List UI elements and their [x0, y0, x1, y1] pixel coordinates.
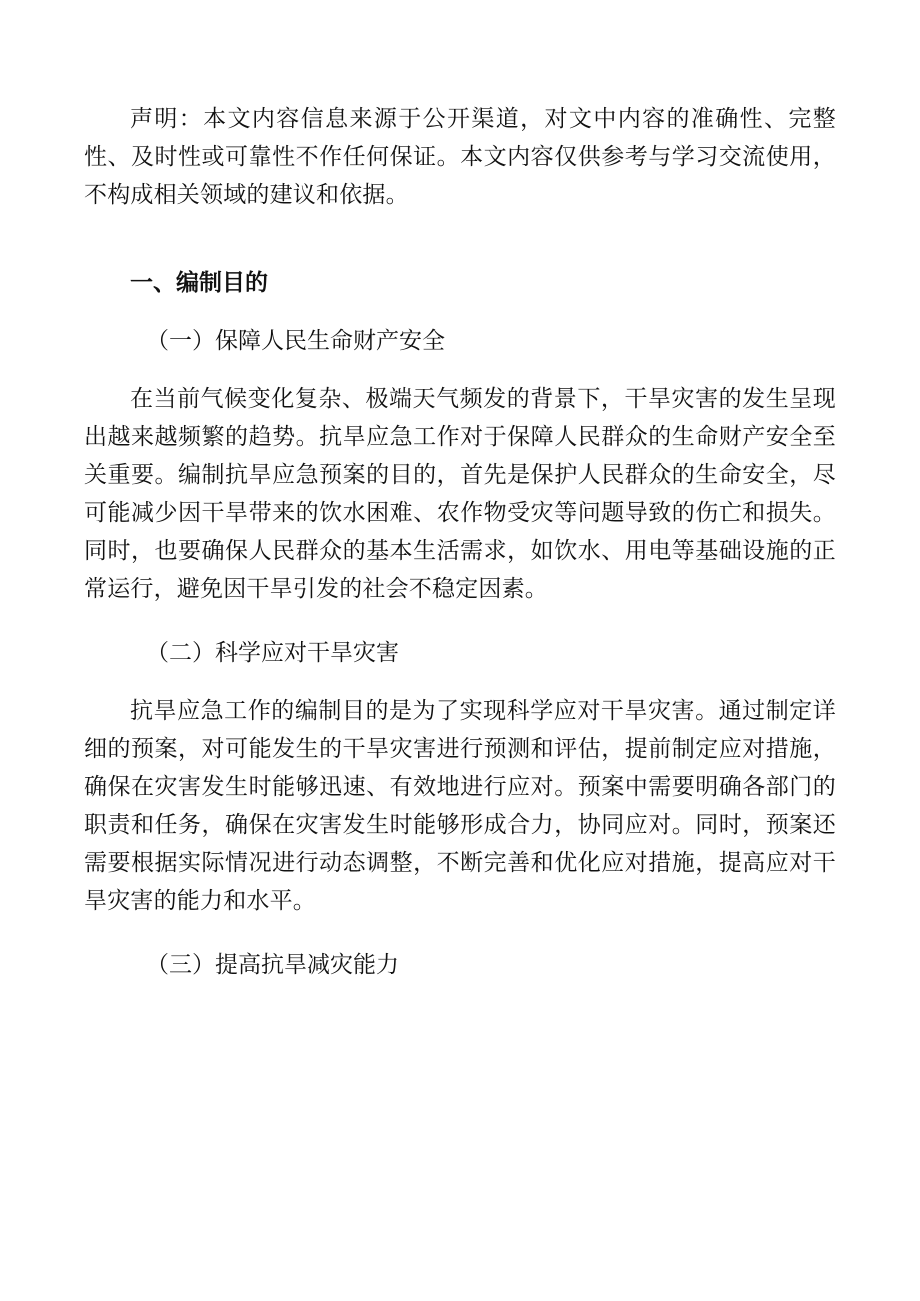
- section-title-purpose: 一、编制目的: [130, 269, 268, 296]
- disclaimer-paragraph: 声明：本文内容信息来源于公开渠道，对文中内容的准确性、完整性、及时性或可靠性不作任何保证。本文内容仅供参考与学习交流使用，不构成相关领域的建议和依据。: [84, 106, 836, 208]
- subsection-title-1: （一）保障人民生命财产安全: [146, 328, 445, 354]
- document-page: [84, 100, 836, 1004]
- subsection-title-2: （二）科学应对干旱灾害: [146, 640, 399, 666]
- subsection-title-3: （三）提高抗旱减灾能力: [146, 952, 399, 978]
- subsection-body-2: 抗旱应急工作的编制目的是为了实现科学应对干旱灾害。通过制定详细的预案，对可能发生的干旱灾害进行预测和评估，提前制定应对措施，确保在灾害发生时能够迅速、有效地进行应对。预案中需要明确各部门的职责和任务，确保在灾害发生时能够形成合力，协同应对。同时，预案还需要根据实际情况进行动态调整，不断完善和优化应对措施，提高应对干旱灾害的能力和水平。: [84, 698, 836, 914]
- subsection-body-1: 在当前气候变化复杂、极端天气频发的背景下，干旱灾害的发生呈现出越来越频繁的趋势。抗旱应急工作对于保障人民群众的生命财产安全至关重要。编制抗旱应急预案的目的，首先是保护人民群众的生命安全，尽可能减少因干旱带来的饮水困难、农作物受灾等问题导致的伤亡和损失。同时，也要确保人民群众的基本生活需求，如饮水、用电等基础设施的正常运行，避免因干旱引发的社会不稳定因素。: [84, 386, 836, 602]
